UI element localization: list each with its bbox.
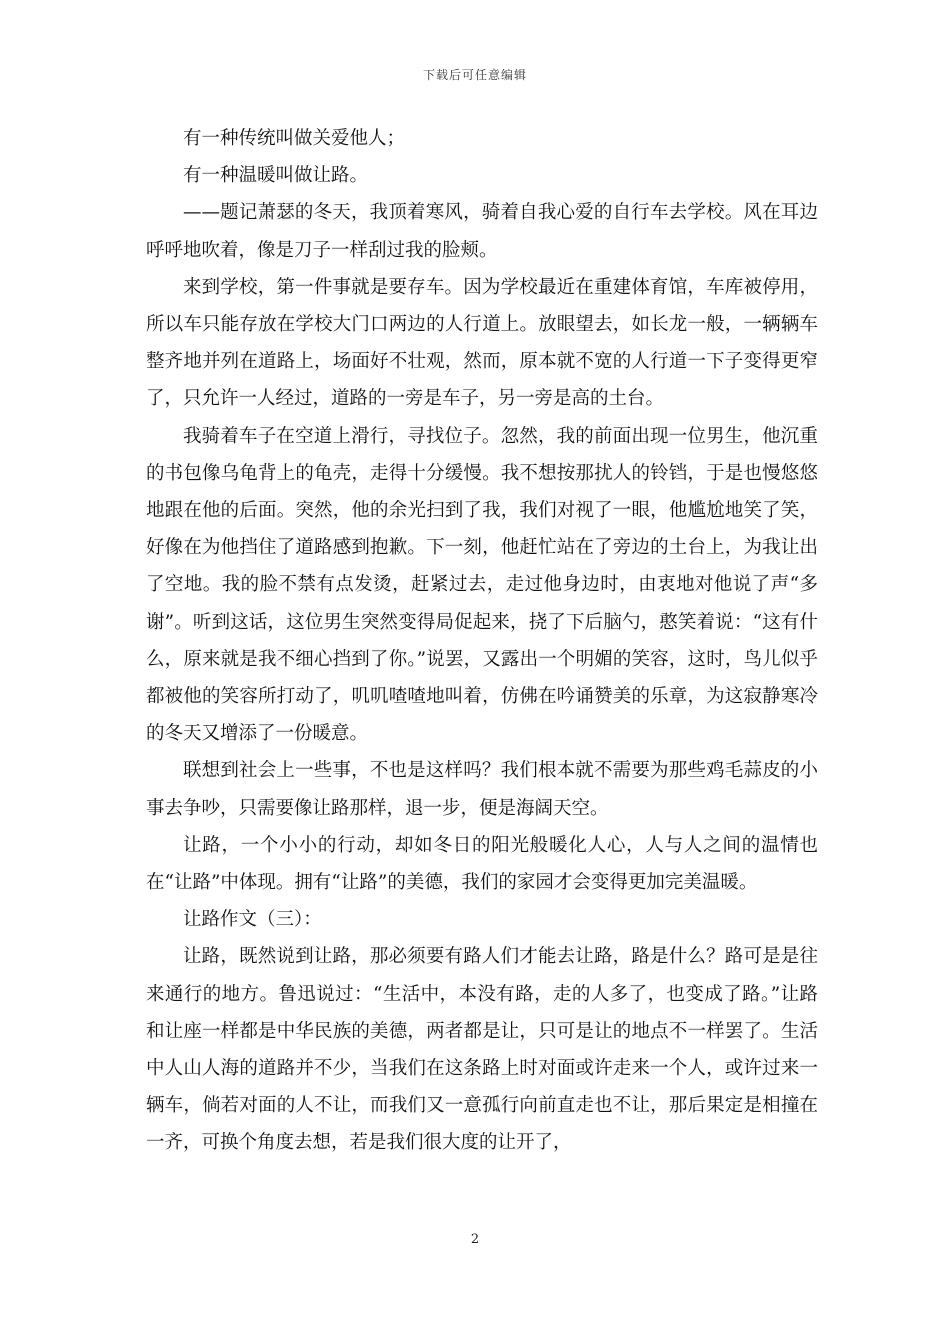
section-heading: 让路作文（三）： xyxy=(183,909,322,931)
page-number: 2 xyxy=(470,1232,480,1247)
document-body xyxy=(146,120,818,1162)
page-header: 下载后可任意编辑 xyxy=(422,68,527,82)
paragraph: 有一种传统叫做关爱他人； xyxy=(183,128,406,149)
paragraph: 有一种温暖叫做让路。 xyxy=(183,165,369,187)
paragraph: 来到学校，第一件事就是要存车。因为学校最近在重建体育馆，车库被停用，所以车只能存放在学校大门口两边的人行道上。放眼望去，如长龙一般，一辆辆车整齐地并列在道路上，场面好不壮观，然而，原本就不宽的人行道一下子变得更窄了，只允许一人经过，道路的一旁是车子，另一旁是高的土台。 xyxy=(146,276,818,410)
paragraph: 我骑着车子在空道上滑行，寻找位子。忽然，我的前面出现一位男生，他沉重的书包像乌龟背上的龟壳，走得十分缓慢。我不想按那扰人的铃铛，于是也慢悠悠地跟在他的后面。突然，他的余光扫到了我，我们对视了一眼，他尴尬地笑了笑，好像在为他挡住了道路感到抱歉。下一刻，他赶忙站在了旁边的土台上，为我让出了空地。我的脸不禁有点发烫，赶紧过去，走过他身边时，由衷地对他说了声“多谢”。听到这话，这位男生突然变得局促起来，挠了下后脑勺，憨笑着说：“这有什么，原来就是我不细心挡到了你。”说罢，又露出一个明媚的笑容，这时，鸟儿似乎都被他的笑容所打动了，叽叽喳喳地叫着，仿佛在吟诵赞美的乐章，为这寂静寒冷的冬天又增添了一份暖意。 xyxy=(146,425,818,745)
paragraph: 联想到社会上一些事，不也是这样吗？我们根本就不需要为那些鸡毛蒜皮的小事去争吵，只需要像让路那样，退一步，便是海阔天空。 xyxy=(146,760,818,819)
paragraph: 让路，一个小小的行动，却如冬日的阳光般暖化人心，人与人之间的温情也在“让路”中体现。拥有“让路”的美德，我们的家园才会变得更加完美温暖。 xyxy=(146,834,818,894)
paragraph: ——题记萧瑟的冬天，我顶着寒风，骑着自我心爱的自行车去学校。风在耳边呼呼地吹着，像是刀子一样刮过我的脸颊。 xyxy=(146,202,818,261)
paragraph: 让路，既然说到让路，那必须要有路人们才能去让路，路是什么？路可是是往来通行的地方。鲁迅说过：“生活中，本没有路，走的人多了，也变成了路。”让路和让座一样都是中华民族的美德，两者都是让，只可是让的地点不一样罢了。生活中人山人海的道路并不少，当我们在这条路上时对面或许走来一个人，或许过来一辆车，倘若对面的人不让，而我们又一意孤行向前直走也不让，那后果定是相撞在一齐，可换个角度去想，若是我们很大度的让开了， xyxy=(146,946,818,1154)
